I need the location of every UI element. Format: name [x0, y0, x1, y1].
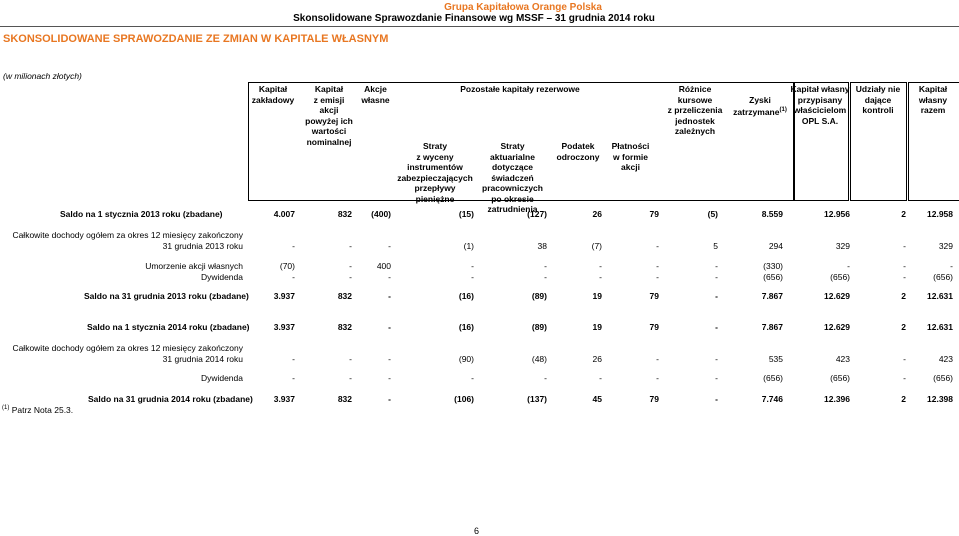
- table-cell: 12.958: [927, 209, 953, 219]
- table-cell: -: [349, 354, 352, 364]
- table-cell: -: [292, 241, 295, 251]
- table-cell: 12.398: [927, 394, 953, 404]
- col-header-kapital-razem: Kapitał własny razem: [918, 84, 948, 115]
- table-cell: 26: [592, 209, 602, 219]
- table-cell: -: [388, 354, 391, 364]
- col-header-platnosci: Płatności w formie akcji: [611, 141, 650, 172]
- table-cell: 535: [768, 354, 783, 364]
- table-cell: -: [471, 373, 474, 383]
- table-cell: (16): [458, 322, 474, 332]
- table-cell: -: [903, 241, 906, 251]
- table-cell: (656): [933, 272, 953, 282]
- table-cell: -: [847, 261, 850, 271]
- table-cell: -: [349, 241, 352, 251]
- table-cell: 4.007: [273, 209, 295, 219]
- table-cell: 3.937: [273, 291, 295, 301]
- footnote: [2, 405, 73, 415]
- table-cell: (656): [763, 272, 783, 282]
- table-cell: -: [599, 261, 602, 271]
- table-cell: 832: [337, 209, 352, 219]
- table-cell: 3.937: [273, 394, 295, 404]
- table-cell: -: [903, 272, 906, 282]
- table-cell: -: [544, 373, 547, 383]
- table-cell: -: [656, 354, 659, 364]
- table-cell: 329: [938, 241, 953, 251]
- table-cell: -: [715, 261, 718, 271]
- table-cell: 8.559: [761, 209, 783, 219]
- table-cell: -: [471, 272, 474, 282]
- col-header-kapital-przypisany: Kapitał własny przypisany właścicielom OPL S.A.: [790, 84, 850, 126]
- col-header-kapital-zakladowy: Kapitał zakładowy: [251, 84, 295, 105]
- table-cell: 7.746: [761, 394, 783, 404]
- col-header-zyski-footnote: (1): [779, 107, 787, 113]
- table-cell: (106): [454, 394, 474, 404]
- table-cell: 832: [337, 394, 352, 404]
- row-label-saldo-2014-open: Saldo na 1 stycznia 2014 roku (zbadane): [87, 322, 250, 332]
- table-cell: 19: [592, 322, 602, 332]
- table-cell: 79: [649, 209, 659, 219]
- table-cell: (656): [830, 373, 850, 383]
- table-cell: -: [544, 261, 547, 271]
- col-header-roznice: Różnice kursowe z przeliczenia jednostek zależnych: [667, 84, 723, 136]
- units-note: (w milionach złotych): [3, 71, 82, 81]
- table-cell: (16): [458, 291, 474, 301]
- company-name: Grupa Kapitałowa Orange Polska: [444, 2, 602, 13]
- row-label-saldo-2013-open: Saldo na 1 stycznia 2013 roku (zbadane): [60, 209, 223, 219]
- col-header-udzialy: Udziały nie dające kontroli: [855, 84, 901, 115]
- table-cell: (656): [933, 373, 953, 383]
- table-cell: -: [292, 354, 295, 364]
- table-cell: 7.867: [761, 322, 783, 332]
- page-number: 6: [474, 526, 480, 536]
- table-cell: 400: [376, 261, 391, 271]
- table-cell: -: [388, 373, 391, 383]
- table-cell: (89): [531, 291, 547, 301]
- table-cell: 5: [713, 241, 718, 251]
- header-divider: [0, 26, 959, 27]
- table-cell: (656): [763, 373, 783, 383]
- col-header-zyski-label: Zyski zatrzymane: [733, 94, 780, 117]
- table-cell: 294: [768, 241, 783, 251]
- table-cell: -: [349, 272, 352, 282]
- table-cell: -: [903, 261, 906, 271]
- col-header-kapital-z-emisji: Kapitał z emisji akcji powyżej ich wartości nominalnej: [305, 84, 353, 147]
- table-cell: 12.631: [927, 322, 953, 332]
- table-cell: 19: [592, 291, 602, 301]
- table-cell: -: [388, 272, 391, 282]
- table-cell: (5): [707, 209, 718, 219]
- table-cell: 2: [901, 209, 906, 219]
- table-cell: -: [903, 373, 906, 383]
- table-cell: 423: [835, 354, 850, 364]
- footnote-marker: (1): [2, 405, 10, 412]
- row-label-saldo-2013-close: Saldo na 31 grudnia 2013 roku (zbadane): [84, 291, 249, 301]
- table-cell: (127): [527, 209, 547, 219]
- table-cell: (70): [279, 261, 295, 271]
- table-cell: -: [471, 261, 474, 271]
- table-cell: 12.396: [824, 394, 850, 404]
- table-cell: (48): [531, 354, 547, 364]
- table-cell: -: [950, 261, 953, 271]
- table-cell: -: [544, 272, 547, 282]
- table-cell: (656): [830, 272, 850, 282]
- table-cell: 12.631: [927, 291, 953, 301]
- table-cell: 832: [337, 322, 352, 332]
- table-cell: -: [656, 241, 659, 251]
- report-subtitle: Skonsolidowane Sprawozdanie Finansowe wg MSSF – 31 grudnia 2014 roku: [293, 13, 655, 24]
- row-label-saldo-2014-close: Saldo na 31 grudnia 2014 roku (zbadane): [88, 394, 253, 404]
- col-header-straty-aktuarialne: Straty aktuarialne dotyczące świadczeń pracowniczych po okresie zatrudnienia: [482, 141, 543, 214]
- table-cell: 12.629: [824, 322, 850, 332]
- table-cell: -: [599, 373, 602, 383]
- table-cell: 38: [537, 241, 547, 251]
- table-cell: 3.937: [273, 322, 295, 332]
- table-cell: -: [715, 291, 718, 301]
- table-cell: -: [388, 241, 391, 251]
- table-cell: -: [599, 272, 602, 282]
- table-cell: (7): [591, 241, 602, 251]
- col-header-podatek: Podatek odroczony: [556, 141, 600, 162]
- table-cell: -: [715, 373, 718, 383]
- table-cell: 832: [337, 291, 352, 301]
- table-cell: -: [292, 373, 295, 383]
- table-cell: (330): [763, 261, 783, 271]
- table-cell: -: [349, 373, 352, 383]
- table-cell: 12.629: [824, 291, 850, 301]
- table-cell: 7.867: [761, 291, 783, 301]
- table-cell: 26: [592, 354, 602, 364]
- table-cell: (137): [527, 394, 547, 404]
- table-cell: -: [656, 261, 659, 271]
- table-cell: (1): [463, 241, 474, 251]
- table-cell: 329: [835, 241, 850, 251]
- table-cell: 79: [649, 394, 659, 404]
- table-cell: -: [388, 322, 391, 332]
- table-cell: (89): [531, 322, 547, 332]
- table-cell: -: [715, 394, 718, 404]
- table-cell: -: [388, 291, 391, 301]
- table-cell: -: [656, 272, 659, 282]
- table-cell: -: [715, 354, 718, 364]
- table-cell: 2: [901, 322, 906, 332]
- table-cell: 2: [901, 291, 906, 301]
- row-label-dywidenda-2013: Dywidenda: [200, 272, 243, 282]
- col-header-zyski: [728, 84, 792, 117]
- table-cell: 45: [592, 394, 602, 404]
- table-cell: -: [656, 373, 659, 383]
- footnote-text: Patrz Nota 25.3.: [11, 405, 74, 415]
- table-cell: -: [292, 272, 295, 282]
- table-cell: 423: [938, 354, 953, 364]
- table-cell: 12.956: [824, 209, 850, 219]
- table-cell: (400): [371, 209, 391, 219]
- table-cell: 79: [649, 291, 659, 301]
- table-cell: 2: [901, 394, 906, 404]
- table-cell: 79: [649, 322, 659, 332]
- table-cell: -: [715, 272, 718, 282]
- row-label-umorzenie: Umorzenie akcji własnych: [145, 261, 243, 271]
- table-cell: -: [349, 261, 352, 271]
- row-label-dywidenda-2014: Dywidenda: [200, 373, 243, 383]
- table-cell: -: [903, 354, 906, 364]
- col-header-straty-wyceny: Straty z wyceny instrumentów zabezpieczających przepływy pieniężne: [397, 141, 473, 204]
- row-label-dochody-2013: Całkowite dochody ogółem za okres 12 miesięcy zakończony 31 grudnia 2013 roku: [12, 230, 243, 251]
- col-header-akcje-wlasne: Akcje własne: [361, 84, 390, 105]
- page-title: SKONSOLIDOWANE SPRAWOZDANIE ZE ZMIAN W KAPITALE WŁASNYM: [3, 33, 389, 45]
- table-cell: (15): [458, 209, 474, 219]
- table-cell: -: [388, 394, 391, 404]
- table-cell: (90): [458, 354, 474, 364]
- row-label-dochody-2014: Całkowite dochody ogółem za okres 12 miesięcy zakończony 31 grudnia 2014 roku: [12, 343, 243, 364]
- col-header-pozostale: Pozostałe kapitały rezerwowe: [460, 84, 580, 94]
- table-cell: -: [715, 322, 718, 332]
